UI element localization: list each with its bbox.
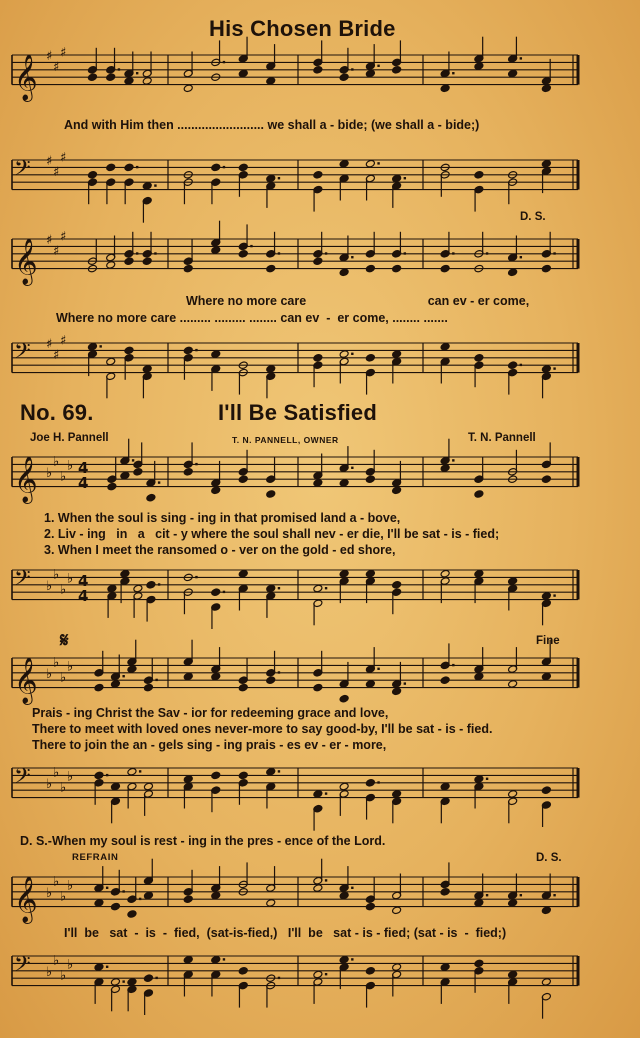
note xyxy=(110,655,124,689)
bass-clef-icon: 𝄢 xyxy=(14,764,31,795)
sharp-icon: ♯ xyxy=(46,233,53,248)
note xyxy=(440,232,454,273)
note xyxy=(88,239,98,273)
note xyxy=(313,584,327,625)
note xyxy=(106,236,116,270)
note xyxy=(508,450,518,484)
note xyxy=(211,771,221,812)
note xyxy=(541,365,555,399)
sharp-icon: ♯ xyxy=(53,244,60,260)
verse-2-line-a: 2. Liv - ing in a cit - y where the soul shall nev - er die, I'll be sat - is - fied; xyxy=(44,527,500,541)
sharp-icon: ♯ xyxy=(60,229,67,245)
staff-system-2-bass xyxy=(0,333,640,403)
note xyxy=(313,859,327,893)
note xyxy=(392,232,406,273)
note xyxy=(339,955,353,989)
note xyxy=(266,174,280,208)
note xyxy=(127,978,137,1012)
note xyxy=(127,640,137,674)
note xyxy=(94,651,104,692)
note xyxy=(541,232,555,273)
note xyxy=(183,640,193,681)
flat-icon: ♭ xyxy=(67,458,74,474)
staff-system-3-bass xyxy=(0,560,640,630)
sharp-icon: ♯ xyxy=(46,154,53,169)
note xyxy=(339,782,349,816)
lyric-line-and-with-him: And with Him then ......................... we shall a - bide; (we shall a - bide;) xyxy=(64,118,480,132)
note xyxy=(266,457,276,498)
note xyxy=(142,365,152,399)
note xyxy=(541,978,551,1019)
flat-icon: ♭ xyxy=(53,953,60,969)
note xyxy=(238,658,248,692)
note xyxy=(365,967,375,1008)
note xyxy=(508,970,518,1004)
note xyxy=(127,877,141,918)
note xyxy=(238,967,248,1008)
note xyxy=(365,354,375,395)
sharp-icon: ♯ xyxy=(53,60,60,76)
note xyxy=(365,569,375,603)
note xyxy=(88,48,98,82)
note xyxy=(474,457,484,498)
owner-credit: T. N. PANNELL, OWNER xyxy=(232,435,339,445)
note xyxy=(339,866,353,900)
note xyxy=(392,174,406,208)
top-hymn-title: His Chosen Bride xyxy=(209,16,396,41)
flat-icon: ♭ xyxy=(53,874,60,890)
note xyxy=(392,461,402,495)
flat-icon: ♭ xyxy=(60,889,67,905)
note xyxy=(313,354,323,388)
flat-icon: ♭ xyxy=(60,582,67,598)
flat-icon: ♭ xyxy=(60,780,67,796)
note xyxy=(313,454,323,488)
sharp-icon: ♯ xyxy=(60,45,67,61)
note xyxy=(211,955,225,996)
note xyxy=(211,647,221,681)
treble-clef-icon: 𝄞 xyxy=(14,54,38,101)
note xyxy=(143,782,153,816)
flat-icon: ♭ xyxy=(46,885,53,901)
flat-icon: ♭ xyxy=(46,465,53,481)
staff-system-2-treble xyxy=(0,229,640,299)
note xyxy=(183,442,197,476)
note xyxy=(508,171,518,205)
note xyxy=(339,446,353,487)
treble-clef-icon: 𝄞 xyxy=(14,456,38,503)
note xyxy=(474,354,484,388)
note xyxy=(110,978,124,1012)
note xyxy=(313,40,323,74)
bass-clef-icon: 𝄢 xyxy=(14,952,31,983)
note xyxy=(392,963,402,997)
note xyxy=(474,874,488,908)
sharp-icon: ♯ xyxy=(53,348,60,364)
flat-icon: ♭ xyxy=(46,964,53,980)
note xyxy=(94,866,108,907)
note xyxy=(339,159,349,200)
note xyxy=(211,866,221,900)
note xyxy=(508,361,522,395)
note xyxy=(266,365,276,399)
note xyxy=(266,44,276,85)
ds-mark-top: D. S. xyxy=(520,211,546,223)
note xyxy=(365,159,379,200)
flat-icon: ♭ xyxy=(53,567,60,583)
verse-3-line-a: 3. When I meet the ransomed o - ver on the gold - ed shore, xyxy=(44,543,396,557)
note xyxy=(238,224,252,258)
note xyxy=(107,584,117,618)
note xyxy=(266,651,280,685)
ds-mark-refrain: D. S. xyxy=(536,852,562,864)
note xyxy=(474,775,488,809)
flat-icon: ♭ xyxy=(53,655,60,671)
note xyxy=(143,974,157,1015)
note xyxy=(508,647,518,688)
verse-1-line-b: Prais - ing Christ the Sav - ior for redeeming grace and love, xyxy=(32,706,389,720)
note xyxy=(124,346,134,380)
note xyxy=(143,859,153,900)
note xyxy=(392,790,402,824)
lyric-line-where-no-more-care-soprano: Where no more care ......... ......... ........ can ev - er come, ........ ....... xyxy=(56,311,448,325)
note xyxy=(238,361,248,395)
note xyxy=(365,779,379,820)
flat-icon: ♭ xyxy=(46,578,53,594)
sharp-icon: ♯ xyxy=(46,49,53,64)
note xyxy=(106,48,120,82)
note xyxy=(508,236,522,277)
note xyxy=(142,182,156,223)
note xyxy=(339,569,349,603)
bass-clef-icon: 𝄢 xyxy=(14,566,31,597)
flat-icon: ♭ xyxy=(60,670,67,686)
note xyxy=(440,782,450,823)
treble-clef-icon: 𝄞 xyxy=(14,657,38,704)
flat-icon: ♭ xyxy=(67,769,74,785)
note xyxy=(183,573,197,614)
note xyxy=(146,461,160,502)
note xyxy=(474,37,484,71)
bass-clef-icon: 𝄢 xyxy=(14,339,31,370)
note xyxy=(266,974,280,1008)
time-signature-digit: 4 xyxy=(78,587,89,606)
flat-icon: ♭ xyxy=(67,571,74,587)
time-signature-digit: 4 xyxy=(78,572,89,591)
note xyxy=(106,357,116,398)
segno-sign: 𝄋 xyxy=(60,630,69,652)
note xyxy=(440,52,454,93)
note xyxy=(183,870,193,904)
note xyxy=(266,767,280,808)
note xyxy=(440,163,450,197)
flat-icon: ♭ xyxy=(53,765,60,781)
note xyxy=(440,439,454,473)
sharp-icon: ♯ xyxy=(60,333,67,349)
verse-3-line-b: There to join the an - gels sing - ing prais - es ev - er - more, xyxy=(32,738,387,752)
sharp-icon: ♯ xyxy=(53,165,60,181)
note xyxy=(110,870,124,911)
note xyxy=(339,350,353,384)
note xyxy=(142,232,156,266)
note xyxy=(183,239,193,273)
note xyxy=(183,346,197,380)
note xyxy=(313,171,323,212)
hymn-number: No. 69. xyxy=(20,400,94,425)
note xyxy=(440,342,450,383)
note xyxy=(474,647,484,681)
note xyxy=(143,658,157,692)
note xyxy=(124,52,138,86)
flat-icon: ♭ xyxy=(46,666,53,682)
note xyxy=(365,877,375,911)
note xyxy=(107,457,117,491)
staff-system-4-bass xyxy=(0,758,640,828)
note xyxy=(474,171,484,212)
note xyxy=(365,44,379,78)
flat-icon: ♭ xyxy=(67,659,74,675)
note xyxy=(106,163,116,204)
note xyxy=(392,874,402,915)
note xyxy=(440,643,454,684)
note xyxy=(110,782,120,823)
note xyxy=(266,584,280,618)
note xyxy=(392,581,402,615)
note xyxy=(124,163,138,204)
note xyxy=(365,647,379,688)
note xyxy=(238,862,248,896)
staff-system-3-treble xyxy=(0,447,640,517)
refrain-label: REFRAIN xyxy=(72,852,119,863)
time-signature-digit: 4 xyxy=(78,474,89,493)
refrain-lyric: I'll be sat - is - fied, (sat-is-fied,) I'll be sat - is - fied; (sat - is - fied;) xyxy=(64,926,507,940)
note xyxy=(313,651,323,692)
note xyxy=(541,874,555,915)
note xyxy=(541,786,551,827)
note xyxy=(94,963,108,1004)
treble-clef-icon: 𝄞 xyxy=(14,876,38,923)
verse-1-line-a: 1. When the soul is sing - ing in that promised land a - bove, xyxy=(44,511,401,525)
note xyxy=(508,577,518,611)
hymn-title: I'll Be Satisfied xyxy=(218,400,378,425)
note xyxy=(339,662,349,703)
note xyxy=(541,159,551,193)
note xyxy=(211,221,221,255)
sharp-icon: ♯ xyxy=(46,337,53,352)
time-signature-digit: 4 xyxy=(78,459,89,478)
note xyxy=(120,439,134,480)
note xyxy=(541,442,551,483)
note xyxy=(238,163,248,197)
staff-system-1-treble xyxy=(0,45,640,115)
flat-icon: ♭ xyxy=(67,878,74,894)
flat-icon: ♭ xyxy=(67,957,74,973)
bass-clef-icon: 𝄢 xyxy=(14,156,31,187)
note xyxy=(541,592,555,626)
note xyxy=(183,171,193,205)
sharp-icon: ♯ xyxy=(60,150,67,166)
note xyxy=(508,874,522,908)
note xyxy=(211,461,221,495)
note xyxy=(313,970,327,1004)
ds-instruction: D. S.-When my soul is rest - ing in the pres - ence of the Lord. xyxy=(20,834,386,848)
note xyxy=(440,963,450,1004)
note xyxy=(120,569,130,603)
note xyxy=(440,569,450,603)
note xyxy=(183,775,193,809)
note xyxy=(211,350,221,391)
note xyxy=(211,40,225,81)
note xyxy=(474,959,484,993)
note xyxy=(339,236,353,277)
treble-clef-icon: 𝄞 xyxy=(14,238,38,285)
note xyxy=(392,40,402,74)
note xyxy=(124,232,138,266)
note xyxy=(474,569,484,603)
note xyxy=(392,350,402,384)
note xyxy=(238,450,248,484)
note xyxy=(142,52,152,86)
composer-credit: T. N. Pannell xyxy=(468,432,536,444)
note xyxy=(266,232,280,273)
flat-icon: ♭ xyxy=(60,469,67,485)
lyric-line-where-no-more-care-alto: Where no more care can ev - er come, xyxy=(186,294,530,308)
note xyxy=(339,48,353,82)
note xyxy=(238,569,248,610)
note xyxy=(392,662,406,696)
note xyxy=(94,771,108,805)
note xyxy=(133,584,143,618)
note xyxy=(508,37,522,78)
note xyxy=(211,588,225,629)
note xyxy=(127,767,141,808)
staff-system-5-bass xyxy=(0,946,640,1016)
note xyxy=(88,171,98,205)
flat-icon: ♭ xyxy=(60,968,67,984)
note xyxy=(238,37,248,78)
note xyxy=(440,862,450,896)
fine-mark: Fine xyxy=(536,635,560,647)
note xyxy=(474,232,488,273)
note xyxy=(266,866,276,907)
note xyxy=(183,52,193,93)
note xyxy=(211,163,225,204)
verse-2-line-b: There to meet with loved ones never-more to say good-by, I'll be sat - is - fied. xyxy=(32,722,493,736)
note xyxy=(508,790,518,824)
note xyxy=(133,442,143,476)
staff-system-1-bass xyxy=(0,150,640,220)
lyricist-credit: Joe H. Pannell xyxy=(30,432,109,444)
note xyxy=(541,59,551,93)
flat-icon: ♭ xyxy=(46,776,53,792)
flat-icon: ♭ xyxy=(53,454,60,470)
note xyxy=(313,232,327,266)
note xyxy=(146,581,160,622)
note xyxy=(313,790,327,831)
note xyxy=(365,232,375,273)
note xyxy=(88,342,102,376)
note xyxy=(365,450,375,484)
note xyxy=(183,955,193,996)
note xyxy=(238,771,248,805)
